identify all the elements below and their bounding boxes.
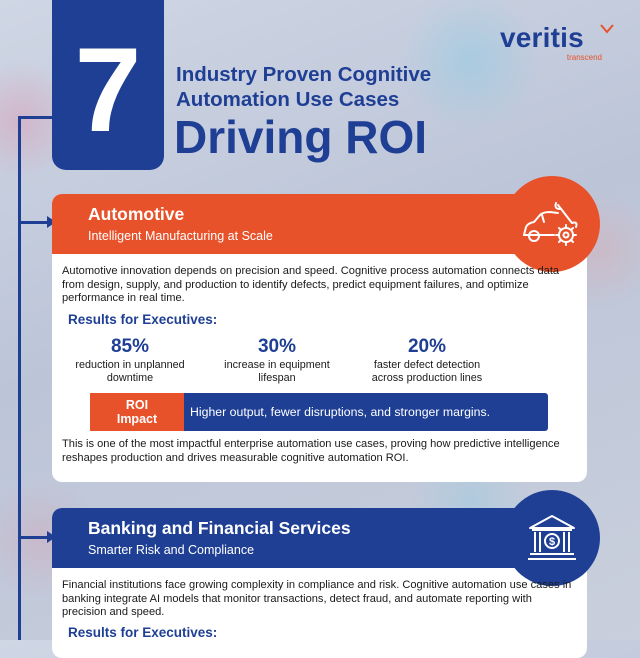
number-badge	[52, 0, 164, 170]
automotive-header-band	[52, 194, 542, 254]
svg-text:$: $	[548, 536, 556, 548]
stat-description: reduction in unplanned downtime	[75, 359, 185, 384]
stat-description: increase in equipment lifespan	[224, 359, 330, 384]
section-title: Banking and Financial Services	[88, 518, 351, 538]
section-title: Automotive	[88, 204, 185, 224]
stat-value: 30%	[257, 336, 297, 357]
stat-defect-detection	[352, 336, 502, 384]
stat-description: faster defect detection across production lines	[371, 359, 483, 384]
veritis-logo	[500, 22, 612, 62]
results-heading: Results for Executives:	[68, 312, 218, 327]
results-heading: Results for Executives:	[68, 625, 218, 640]
stat-value: 85%	[110, 336, 150, 357]
stat-downtime	[55, 336, 205, 384]
bank-dollar-icon	[524, 510, 580, 566]
roi-label: ROI Impact	[90, 393, 184, 431]
title-line-3: Driving ROI	[174, 111, 428, 163]
section-description: Financial institutions face growing complexity in compliance and risk. Cognitive automation use cases in banking integrate AI models that monitor transactions, detect fraud, and automate reporting with precision and speed.	[62, 579, 572, 618]
title-line-1: Industry Proven Cognitive	[176, 63, 432, 86]
arrow-icon	[20, 221, 50, 224]
section-subtitle: Intelligent Manufacturing at Scale	[88, 229, 273, 243]
arrow-icon	[20, 536, 50, 539]
logo-tagline: transcend	[566, 53, 602, 62]
section-description: Automotive innovation depends on precision and speed. Cognitive process automation connects data from design, supply, and production to identify defects, predict equipment failures, and optimize performance in real time.	[62, 265, 560, 304]
automotive-icon-circle	[504, 176, 600, 272]
number-seven: 7	[74, 23, 142, 157]
title-line-2: Automation Use Cases	[176, 88, 400, 111]
section-footer-text: This is one of the most impactful enterprise automation use cases, proving how predictive intelligence reshapes production and drives measurable cognitive automation ROI.	[62, 438, 560, 464]
logo-mark-icon	[600, 24, 614, 34]
banking-header-band	[52, 508, 542, 568]
section-subtitle: Smarter Risk and Compliance	[88, 543, 255, 557]
logo-word: veritis	[500, 22, 584, 53]
roi-impact-bar	[90, 393, 548, 431]
roi-text: Higher output, fewer disruptions, and stronger margins.	[190, 405, 491, 419]
stat-value: 20%	[407, 336, 447, 357]
timeline-line	[18, 116, 21, 640]
car-wrench-gear-icon	[520, 199, 584, 249]
timeline-top-connector	[18, 116, 54, 119]
stat-lifespan	[202, 336, 352, 384]
banking-icon-circle	[504, 490, 600, 586]
